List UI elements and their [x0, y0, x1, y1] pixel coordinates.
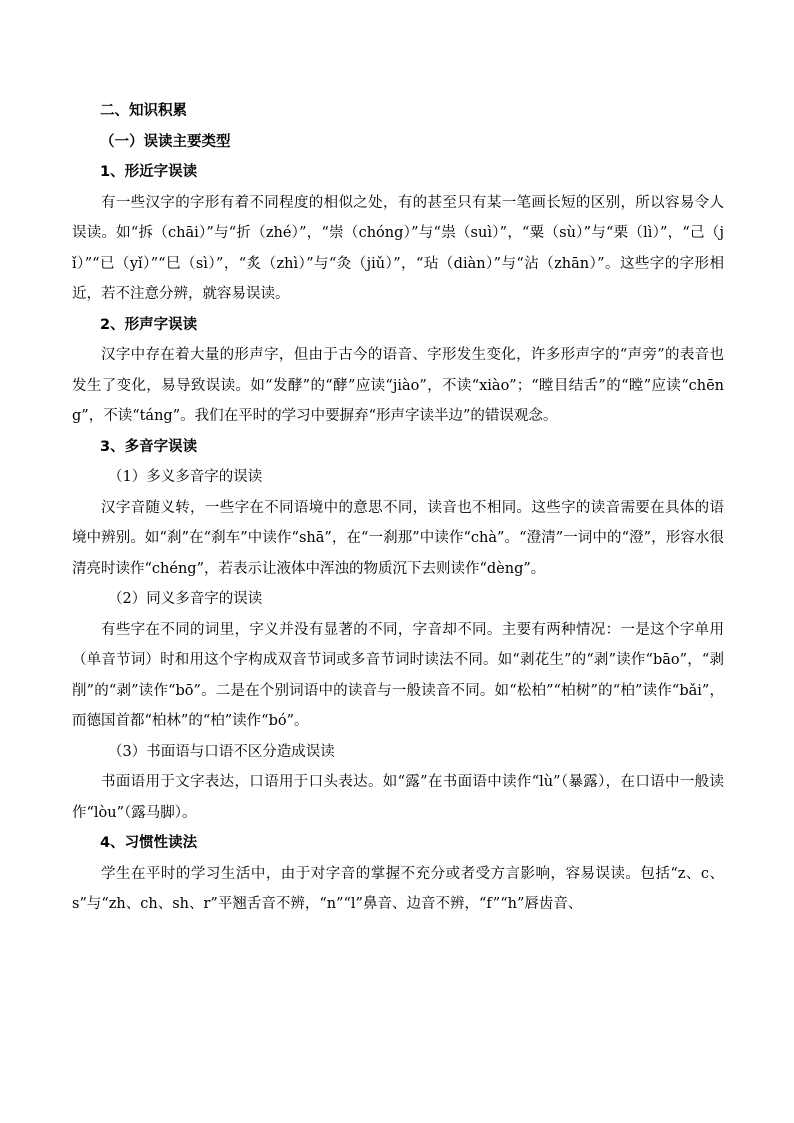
subheading-written-spoken: （3）书面语与口语不区分造成误读 [108, 743, 335, 760]
paragraph-habitual-reading: 学生在平时的学习生活中，由于对字音的掌握不充分或者受方言影响，容易误读。包括“z、c、s”与“zh、ch、sh、r”平翘舌音不辨，“n”“l”鼻音、边音不辨，“f”“h”唇齿音、 [72, 865, 724, 912]
heading-phono-semantic: 2、形声字误读 [100, 316, 198, 333]
heading-polyphonic: 3、多音字误读 [100, 438, 198, 455]
paragraph-same-meaning: 有些字在不同的词里，字义并没有显著的不同，字音却不同。主要有两种情况：一是这个字单用（单音节词）时和用这个字构成双音节词或多音节词时读法不同。如“剥花生”的“剥”读作“bāo”，“剥削”的“剥”读作“bō”。二是在个别词语中的读音与一般读音不同。如“松柏”“柏树”的“柏”读作“bǎi”，而德国首都“柏林”的“柏”读作“bó”。 [72, 621, 724, 729]
subheading-same-meaning: （2）同义多音字的误读 [108, 591, 263, 607]
paragraph-written-spoken: 书面语用于文字表达，口语用于口头表达。如“露”在书面语中读作“lù”（暴露），在口语中一般读作“lòu”（露马脚）。 [72, 774, 724, 821]
paragraph-phono-semantic: 汉字中存在着大量的形声字，但由于古今的语音、字形发生变化，许多形声字的“声旁”的表音也发生了变化，易导致误读。如“发酵”的“酵”应读“jiào”，不读“xiào”；“瞠目结舌”的“瞠”应读“chēng”，不读“táng”。我们在平时的学习中要摒弃“形声字读半边”的错误观念。 [72, 347, 724, 424]
subsection-title: （一）误读主要类型 [100, 133, 231, 150]
heading-similar-shape: 1、形近字误读 [100, 164, 198, 180]
subheading-multi-meaning: （1）多义多音字的误读 [108, 469, 263, 485]
heading-habitual-reading: 4、习惯性读法 [100, 835, 198, 851]
document-body [72, 96, 724, 920]
paragraph-similar-shape: 有一些汉字的字形有着不同程度的相似之处，有的甚至只有某一笔画长短的区别，所以容易令人误读。如“拆（chāi）”与“折（zhé）”，“崇（chóng）”与“祟（suì）”，“粟（sù）”与“栗（lì）”，“己（jǐ）”“已（yǐ）”“巳（sì）”，“炙（zhì）”与“灸（jiǔ）”，“玷（diàn）”与“沾（zhān）”。这些字的字形相近，若不注意分辨，就容易误读。 [72, 194, 724, 302]
section-title: 二、知识积累 [100, 103, 187, 119]
paragraph-multi-meaning: 汉字音随义转，一些字在不同语境中的意思不同，读音也不相同。这些字的读音需要在具体的语境中辨别。如“刹”在“刹车”中读作“shā”，在“一刹那”中读作“chà”。“澄清”一词中的“澄”，形容水很清亮时读作“chéng”，若表示让液体中浑浊的物质沉下去则读作“dèng”。 [72, 499, 724, 577]
